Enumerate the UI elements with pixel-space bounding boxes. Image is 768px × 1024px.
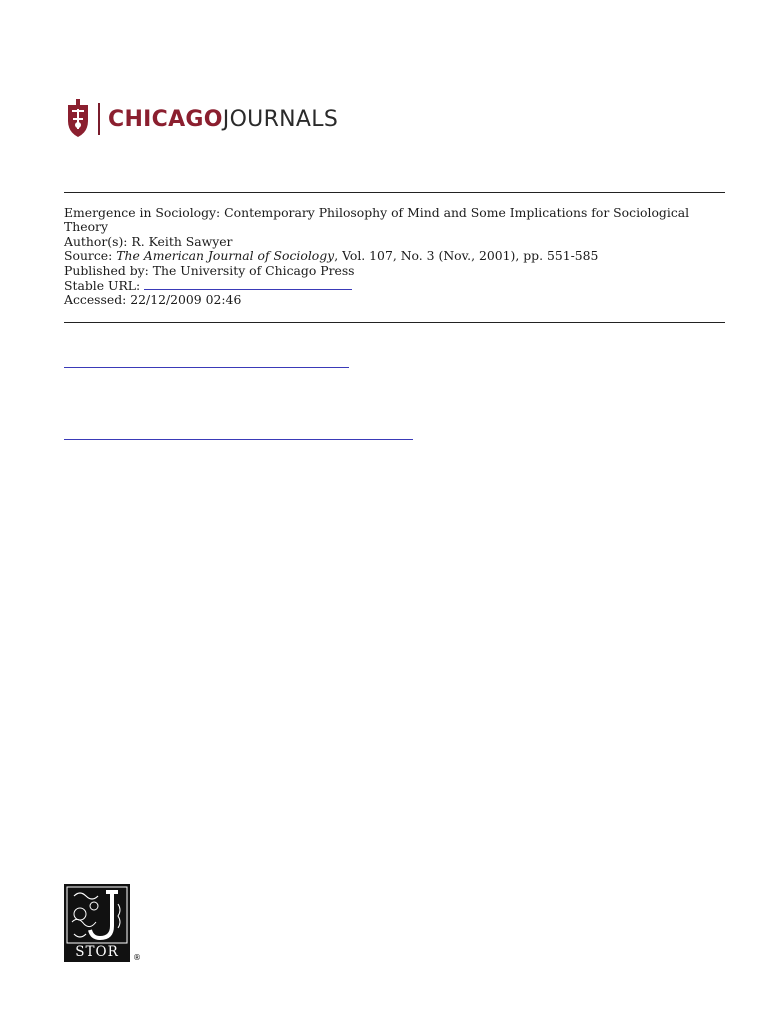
publisher-name: The University of Chicago Press — [152, 262, 355, 278]
journal-name: The American Journal of Sociology — [116, 248, 335, 264]
author-line: Author(s): R. Keith Sawyer — [64, 233, 233, 249]
publisher-contact-link[interactable] — [64, 439, 413, 440]
terms-link[interactable] — [64, 367, 349, 368]
source-detail: , Vol. 107, No. 3 (Nov., 2001), pp. 551-585 — [334, 248, 599, 264]
top-divider — [64, 192, 725, 193]
publisher-line: Published by: The University of Chicago Press — [64, 262, 355, 278]
jstor-wordmark: STOR — [75, 944, 119, 960]
logo-chicago-text: CHICAGO — [108, 106, 223, 132]
stable-url-line: Stable URL: — [64, 278, 724, 293]
university-crest-icon — [64, 99, 92, 139]
article-title: Emergence in Sociology: Contemporary Philosophy of Mind and Some Implications for Sociological Theory — [64, 205, 690, 235]
source-line: Source: The American Journal of Sociology, Vol. 107, No. 3 (Nov., 2001), pp. 551-585 — [64, 248, 599, 264]
logo-separator — [98, 103, 100, 135]
logo-journals-text: JOURNALS — [222, 106, 339, 132]
registered-mark: ® — [133, 953, 141, 962]
bottom-divider — [64, 322, 725, 323]
jstor-emblem-icon — [66, 886, 128, 944]
jstor-logo — [64, 884, 130, 962]
author-name: R. Keith Sawyer — [131, 233, 233, 249]
citation-block — [64, 206, 724, 308]
logo-wordmark — [108, 107, 338, 132]
accessed-date: 22/12/2009 02:46 — [130, 292, 242, 308]
accessed-line: Accessed: 22/12/2009 02:46 — [64, 292, 242, 308]
stable-url-link[interactable] — [144, 278, 352, 290]
chicago-journals-logo — [64, 98, 354, 140]
